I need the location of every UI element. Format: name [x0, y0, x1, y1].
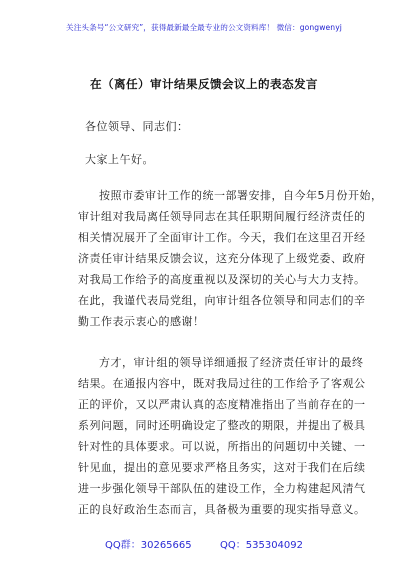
- paragraph-line: 进一步强化领导干部队伍的建设工作，全力构建起风清气: [78, 482, 366, 495]
- page-title: 在（离任）审计结果反馈会议上的表态发言: [90, 77, 318, 91]
- paragraph-line: 济责任审计结果反馈会议，这充分体现了上级党委、政府: [78, 252, 366, 265]
- paragraph-1: [99, 185, 383, 206]
- paragraph-line: 正的良好政治生态而言，具备极为重要的现实指导意义。: [78, 503, 366, 516]
- paragraph-line: 结果。在通报内容中，既对我局过往的工作给予了客观公: [78, 377, 366, 390]
- qq-group: QQ群：30265665: [104, 540, 192, 551]
- paragraph-line: 相关情况展开了全面审计工作。今天，我们在这里召开经: [78, 231, 366, 244]
- paragraph-line: 按照市委审计工作的统一部署安排，自今年5月份开始，: [99, 189, 383, 202]
- salutation-text: 各位领导、同志们：: [85, 120, 189, 133]
- paragraph-2-body: [78, 373, 366, 520]
- paragraph-line: 审计组对我局离任领导同志在其任职期间履行经济责任的: [78, 210, 366, 223]
- paragraph-line: 在此，我谨代表局党组，向审计组各位领导和同志们的辛: [78, 294, 366, 307]
- paragraph-line: 勤工作表示衷心的感谢！: [78, 315, 205, 328]
- paragraph-line: 针对性的具体要求。可以说，所指出的问题切中关键、一: [78, 440, 366, 453]
- footer-contact: [0, 536, 408, 551]
- paragraph-line: 针见血，提出的意见要求严格且务实，这对于我们在后续: [78, 461, 366, 474]
- header-promo: 关注头条号“公文研究”，获得最新最全最专业的公文资料库！ 微信：gongwenyj: [66, 23, 342, 32]
- salutation: [85, 116, 189, 137]
- paragraph-line: 正的评价，又以严肃认真的态度精准指出了当前存在的一: [78, 398, 366, 411]
- greeting-text: 大家上午好。: [85, 153, 154, 166]
- paragraph-2: [99, 352, 364, 373]
- paragraph-line: 系列问题，同时还明确设定了整改的期限，并提出了极具: [78, 419, 366, 432]
- paragraph-line: 方才，审计组的领导详细通报了经济责任审计的最终: [99, 356, 364, 369]
- greeting: [85, 149, 154, 170]
- qq-number: QQ：535304092: [220, 540, 304, 551]
- paragraph-line: 对我局工作给予的高度重视以及深切的关心与大力支持。: [78, 273, 366, 286]
- paragraph-1-body: [78, 206, 366, 332]
